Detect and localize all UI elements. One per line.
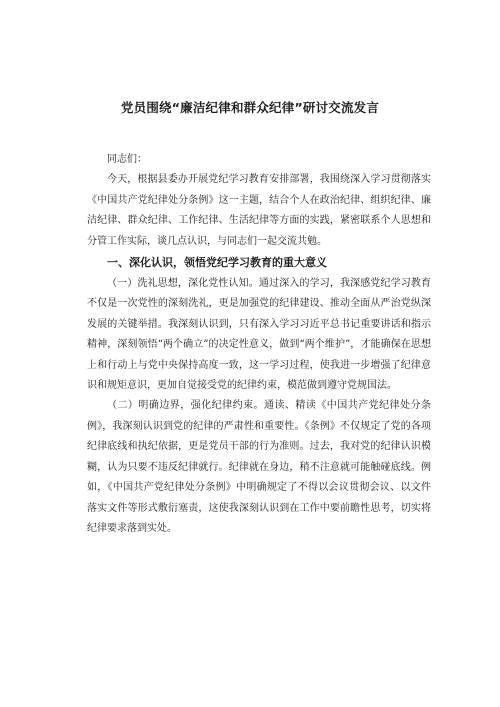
document-title: 党员围绕“廉洁纪律和群众纪律”研讨交流发言	[120, 100, 380, 115]
section-paragraph-2: （二）明确边界，强化纪律约束。通读、精读《中国共产党纪律处分条例》，我深刻认识到党的纪律的严肃性和重要性。《条例》不仅规定了党的各项纪律底线和执纪依据，更是党员干部的行为准则。过去，我对党的纪律认识模糊，认为只要不违反纪律就行。纪律就在身边，稍不注意就可能触碰底线。例如，《中国共产党纪律处分条例》中明确规定了不得以会议贯彻会议、以文件落实文件等形式敷衍塞责，这使我深刻认识到在工作中要前瞻性思考，切实将纪律要求落到实处。	[87, 400, 431, 534]
intro-paragraph: 今天，根据县委办开展党纪学习教育安排部署，我围绕深入学习贯彻落实《中国共产党纪律处分条例》这一主题，结合个人在政治纪律、组织纪律、廉洁纪律、群众纪律、工作纪律、生活纪律等方面的实践，紧密联系个人思想和分管工作实际，谈几点认识，与同志们一起交流共勉。	[87, 174, 431, 247]
section-heading: 一、深化认识，领悟党纪学习教育的重大意义	[107, 256, 327, 270]
salutation: 同志们：	[107, 154, 147, 165]
document-body	[87, 150, 431, 539]
section-paragraph-1: （一）洗礼思想，深化党性认知。通过深入的学习，我深感党纪学习教育不仅是一次党性的深刻洗礼，更是加强党的纪律建设、推动全面从严治党纵深发展的关键举措。我深刻认识到，只有深入学习习近平总书记重要讲话和指示精神，深刻领悟“两个确立”的决定性意义，做到“两个维护”，才能确保在思想上和行动上与党中央保持高度一致，这一学习过程，使我进一步增强了纪律意识和规矩意识，更加自觉接受党的纪律约束，模范做到遵守党规国法。	[87, 278, 431, 392]
